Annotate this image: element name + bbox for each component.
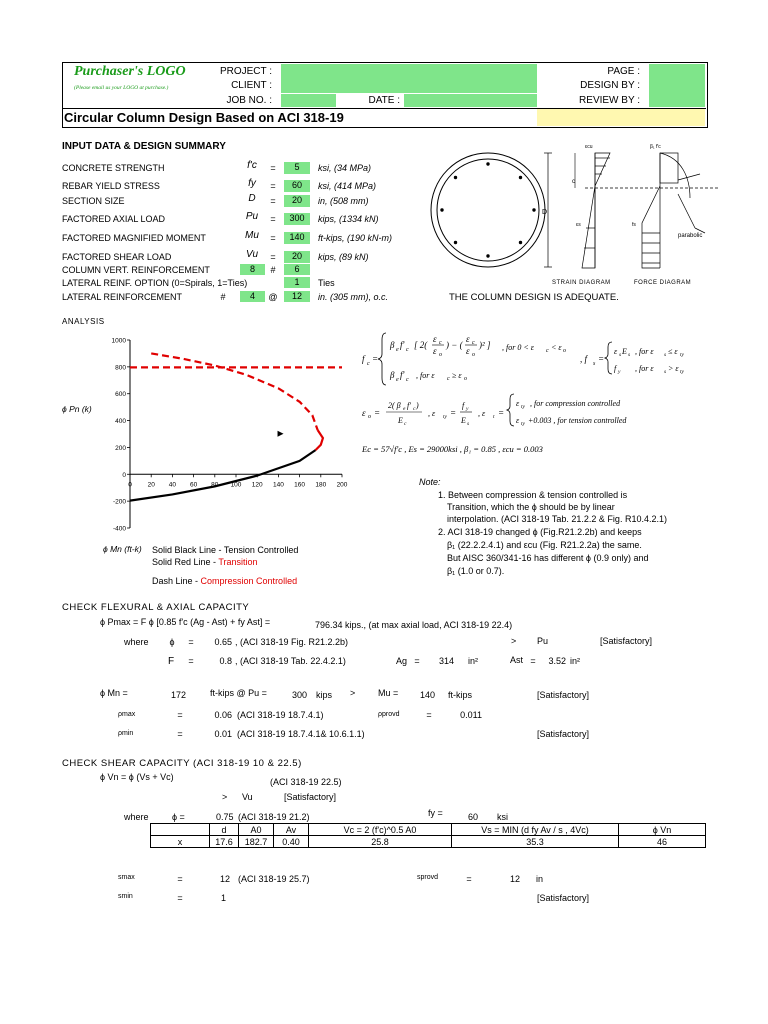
shear-col-av: Av xyxy=(274,824,309,836)
svg-text:β: β xyxy=(390,340,395,350)
x-tick-label: 60 xyxy=(189,481,198,489)
mn-label: ϕ Mn = xyxy=(100,688,128,698)
ag-sym: Ag xyxy=(396,656,408,666)
y-tick-label: 200 xyxy=(115,444,126,452)
shear-col-blank xyxy=(151,824,210,836)
svg-text:)² ]: )² ] xyxy=(479,340,491,350)
mu-label: Mu = xyxy=(378,688,399,698)
svg-text:s: s xyxy=(664,369,667,375)
svg-text:e: e xyxy=(396,347,399,353)
input-value[interactable]: 140 xyxy=(284,232,310,244)
svg-text:c: c xyxy=(439,340,442,346)
svg-text:): ) xyxy=(416,401,419,410)
ast-unit: in² xyxy=(570,656,581,666)
input-unit: kips, (89 kN) xyxy=(318,252,369,262)
chart-xlabel: ϕ Mn (ft-k) xyxy=(103,544,142,554)
svg-text:, for 0 < ε: , for 0 < ε xyxy=(502,343,534,352)
page-title: Circular Column Design Based on ACI 318-19 xyxy=(64,110,344,125)
input-symbol: fy xyxy=(248,178,256,189)
mn-pu-value: 300 xyxy=(291,690,307,700)
svg-text:o: o xyxy=(368,414,371,420)
input-unit: kips, (1334 kN) xyxy=(318,214,379,224)
svg-text:o: o xyxy=(472,352,475,358)
svg-text:ε: ε xyxy=(362,408,366,418)
input-unit: ksi, (34 MPa) xyxy=(318,163,372,173)
pmax-pu: Pu xyxy=(537,636,549,646)
svg-text:ε: ε xyxy=(466,334,470,344)
y-tick-label: -200 xyxy=(112,498,126,506)
legend-compression: Dash Line - Compression Controlled xyxy=(152,576,298,586)
legend-tension: Solid Black Line - Tension Controlled xyxy=(152,545,299,555)
vn-ref: (ACI 318-19 22.5) xyxy=(270,777,342,787)
input-symbol: f'c xyxy=(247,160,257,171)
svg-text:β: β xyxy=(390,370,395,380)
input-unit: ft-kips, (190 kN-m) xyxy=(318,233,393,243)
svg-text:+0.003 , for tension control: +0.003 , for tension controlled xyxy=(528,416,627,425)
x-tick-label: 100 xyxy=(230,481,242,489)
svg-text:ε: ε xyxy=(466,346,470,356)
client-label: CLIENT : xyxy=(231,80,272,91)
shear-col-a0: A0 xyxy=(239,824,274,836)
svg-text:, ε: , ε xyxy=(428,409,436,418)
y-tick-label: 0 xyxy=(122,471,126,479)
note-2c: But AISC 360/341-16 has different ϕ (0.9 only) and xyxy=(447,553,649,563)
project-label: PROJECT : xyxy=(219,66,272,77)
input-unit: in, (508 mm) xyxy=(318,196,369,206)
rmin-eq: = xyxy=(177,729,183,739)
svg-text:y: y xyxy=(618,369,621,375)
F-eq: = xyxy=(188,656,194,666)
shear-table-header xyxy=(151,824,706,836)
svg-text:c: c xyxy=(546,348,549,354)
ec-formula: Ec = 57√f'c , Es = 29000ksi , β₁ = 0.85 , εcu = 0.003 xyxy=(362,444,543,454)
rprov-label: ρprovd xyxy=(378,711,400,718)
input-label: SECTION SIZE xyxy=(62,196,125,206)
svg-text:< ε: < ε xyxy=(551,343,562,352)
lat-reinf-label: LATERAL REINFORCEMENT xyxy=(62,292,183,302)
input-label: FACTORED MAGNIFIED MOMENT xyxy=(62,233,206,243)
vn-gt: > xyxy=(222,792,228,802)
svg-text:E: E xyxy=(398,416,403,425)
input-eq: = xyxy=(270,252,276,262)
input-label: REBAR YIELD STRESS xyxy=(62,181,160,191)
vert-reinf-label: COLUMN VERT. REINFORCEMENT xyxy=(62,265,210,275)
svg-text:c: c xyxy=(472,340,475,346)
lat-hash: # xyxy=(220,292,226,302)
input-symbol: Mu xyxy=(245,230,259,241)
series-line-1 xyxy=(151,353,317,430)
fs-label: fs xyxy=(632,222,636,228)
column-section xyxy=(431,153,552,267)
sprov-value: 12 xyxy=(509,874,520,884)
shear-cell-vs: 35.3 xyxy=(452,836,619,848)
input-label: FACTORED AXIAL LOAD xyxy=(62,214,166,224)
x-tick-label: 40 xyxy=(168,481,177,489)
vn-vu: Vu xyxy=(242,792,253,802)
svg-text:s: s xyxy=(593,361,596,367)
svg-text:[ 2(: [ 2( xyxy=(414,340,428,350)
rprov-value: 0.011 xyxy=(460,710,482,720)
svg-text:e: e xyxy=(403,406,406,412)
F-ref: , (ACI 318-19 Tab. 22.4.2.1) xyxy=(235,656,346,666)
svg-text:f: f xyxy=(462,401,465,410)
note-2b: β₁ (22.2.2.4.1) and εcu (Fig. R21.2.2a) the same. xyxy=(447,540,642,550)
input-eq: = xyxy=(270,233,276,243)
shear-cell-vc: 25.8 xyxy=(309,836,452,848)
shear-cell-phivn: 46 xyxy=(619,836,706,848)
lat-reinf-spacing[interactable]: 12 xyxy=(284,291,310,302)
x-tick-label: 160 xyxy=(294,481,306,489)
svg-text:≤ ε: ≤ ε xyxy=(668,347,678,356)
input-symbol: D xyxy=(248,193,256,204)
smax-ref: (ACI 318-19 25.7) xyxy=(238,874,310,884)
ast-sym: Ast xyxy=(510,655,524,665)
svg-text:) − (: ) − ( xyxy=(446,340,463,350)
job-no-label: JOB NO. : xyxy=(226,95,272,106)
svg-text:=: = xyxy=(450,408,457,418)
title-yellow-cell xyxy=(537,109,705,126)
lat-option-label: LATERAL REINF. OPTION (0=Spirals, 1=Ties) xyxy=(62,278,248,288)
notes-title: Note: xyxy=(419,477,441,487)
svg-text:, f: , f xyxy=(580,354,588,364)
shear-heading: CHECK SHEAR CAPACITY (ACI 318-19 10 & 22.5) xyxy=(62,758,302,769)
svg-text:, for ε: , for ε xyxy=(416,371,435,380)
lat-at: @ xyxy=(268,292,278,302)
note-1b: Transition, which the ϕ should be by linear xyxy=(447,502,615,512)
ast-eq: = xyxy=(530,656,536,666)
rmax-ref: (ACI 318-19 18.7.4.1) xyxy=(237,710,324,720)
beta-label: β₁ f'c xyxy=(650,144,661,150)
svg-text:s: s xyxy=(628,352,631,358)
x-tick-label: 200 xyxy=(336,481,348,489)
F-sym: F xyxy=(167,656,175,667)
F-value: 0.8 xyxy=(219,656,232,666)
smax-value: 12 xyxy=(219,874,230,884)
rmax-value: 0.06 xyxy=(214,710,232,720)
load-point-marker xyxy=(278,431,284,437)
mn-status: [Satisfactory] xyxy=(537,690,590,700)
shear-phi: ϕ = xyxy=(172,812,185,822)
svg-text:ε: ε xyxy=(433,334,437,344)
vert-reinf-size[interactable]: 6 xyxy=(284,264,310,275)
smin-status: [Satisfactory] xyxy=(537,893,590,903)
svg-text:, ε: , ε xyxy=(478,409,486,418)
mn-at: ft-kips @ Pu = xyxy=(210,688,267,698)
mu-value: 140 xyxy=(419,690,435,700)
interaction-chart xyxy=(100,332,350,542)
mn-gt: > xyxy=(350,688,356,698)
svg-text:ε: ε xyxy=(516,399,520,408)
diameter-label: D xyxy=(542,209,548,216)
svg-text:2( β: 2( β xyxy=(388,401,401,410)
input-eq: = xyxy=(270,196,276,206)
x-tick-label: 180 xyxy=(315,481,327,489)
smin-value: 1 xyxy=(220,893,226,903)
svg-text:, for ε: , for ε xyxy=(635,364,654,373)
where-label: where xyxy=(124,637,149,647)
svg-text:=: = xyxy=(372,354,379,364)
strain-diagram-label: STRAIN DIAGRAM xyxy=(552,280,611,286)
lat-reinf-size[interactable]: 4 xyxy=(240,291,265,302)
pmax-status: [Satisfactory] xyxy=(600,636,653,646)
ag-value: 314 xyxy=(438,656,454,666)
flexural-heading: CHECK FLEXURAL & AXIAL CAPACITY xyxy=(62,602,250,613)
force-diagram-label: FORCE DIAGRAM xyxy=(634,280,692,286)
shear-fy: fy = xyxy=(428,808,443,818)
svg-text:> ε: > ε xyxy=(668,364,679,373)
phi-ref: , (ACI 318-19 Fig. R21.2.2b) xyxy=(235,637,349,647)
design-conclusion: THE COLUMN DESIGN IS ADEQUATE. xyxy=(449,292,619,303)
svg-text:f: f xyxy=(614,364,617,373)
svg-text:E: E xyxy=(622,347,627,356)
shear-col-vs: Vs = MIN (d fy Av / s , 4Vc) xyxy=(452,824,619,836)
shear-phi-ref: (ACI 318-19 21.2) xyxy=(238,812,310,822)
vert-hash: # xyxy=(270,265,276,275)
input-unit: ksi, (414 MPa) xyxy=(318,181,377,191)
svg-text:E: E xyxy=(461,416,466,425)
vn-status: [Satisfactory] xyxy=(284,792,337,802)
svg-text:o: o xyxy=(563,348,566,354)
rprov-eq: = xyxy=(426,710,432,720)
input-eq: = xyxy=(270,214,276,224)
chart-ylabel: ϕ Pn (k) xyxy=(62,404,92,414)
legend-transition: Solid Red Line - Transition xyxy=(152,557,258,567)
smin-label: smin xyxy=(118,893,133,900)
x-tick-label: 120 xyxy=(251,481,263,489)
input-value[interactable]: 300 xyxy=(284,213,310,225)
lat-option-unit: Ties xyxy=(318,278,335,288)
ecu-label: εcu xyxy=(585,144,593,150)
analysis-heading: ANALYSIS xyxy=(62,317,105,326)
smax-label: smax xyxy=(118,874,135,881)
phi-eq: = xyxy=(188,637,194,647)
svg-text:ε: ε xyxy=(516,416,520,425)
note-2a: 2. ACI 318-19 changed ϕ (Fig.R21.2.2b) and keeps xyxy=(438,527,642,537)
svg-text:c: c xyxy=(404,421,407,427)
note-1a: 1. Between compression & tension controlled is xyxy=(438,490,628,500)
shear-fy-value: 60 xyxy=(468,812,479,822)
force-diagram xyxy=(642,153,705,268)
c-label: c xyxy=(572,179,575,185)
rmin-value: 0.01 xyxy=(214,729,232,739)
input-value[interactable]: 20 xyxy=(284,195,310,207)
strain-diagram xyxy=(582,153,610,268)
x-tick-label: 0 xyxy=(128,481,132,489)
input-value[interactable]: 5 xyxy=(284,162,310,174)
series-line-2 xyxy=(316,430,323,450)
svg-text:f': f' xyxy=(400,340,405,350)
shear-col-d: d xyxy=(210,824,239,836)
input-value[interactable]: 20 xyxy=(284,251,310,263)
svg-text:o: o xyxy=(439,352,442,358)
sprov-unit: in xyxy=(536,874,544,884)
y-tick-label: 800 xyxy=(115,364,126,372)
input-symbol: Vu xyxy=(245,249,259,260)
mu-unit: ft-kips xyxy=(448,690,473,700)
input-symbol: Pu xyxy=(245,211,259,222)
rmax-label: ρmax xyxy=(118,711,136,718)
svg-text:c: c xyxy=(367,361,370,367)
svg-text:, for compression controlled: , for compression controlled xyxy=(530,399,621,408)
svg-text:f': f' xyxy=(407,401,411,410)
svg-text:s: s xyxy=(619,352,622,358)
shear-col-phivn: ϕ Vn xyxy=(619,824,706,836)
svg-text:ty: ty xyxy=(680,352,684,358)
smin-eq: = xyxy=(177,893,183,903)
svg-text:ty: ty xyxy=(680,369,684,375)
note-1c: interpolation. (ACI 318-19 Tab. 21.2.2 & Fig. R10.4.2.1) xyxy=(447,514,667,524)
parabolic-label: parabolic xyxy=(678,233,703,239)
rmin-ref: (ACI 318-19 18.7.4.1& 10.6.1.1) xyxy=(237,729,365,739)
rmin-status: [Satisfactory] xyxy=(537,729,590,739)
y-tick-label: 600 xyxy=(115,391,126,399)
svg-text:e: e xyxy=(396,377,399,383)
mn-kips: kips xyxy=(316,690,333,700)
input-eq: = xyxy=(270,163,276,173)
review-by-label: REVIEW BY : xyxy=(579,95,640,106)
note-2d: β₁ (1.0 or 0.7). xyxy=(447,566,505,576)
svg-text:c: c xyxy=(406,347,409,353)
y-tick-label: 1000 xyxy=(111,337,126,345)
date-label: DATE : xyxy=(368,95,400,106)
shear-cell-x: x xyxy=(151,836,210,848)
shear-fy-unit: ksi xyxy=(497,812,508,822)
page-field[interactable] xyxy=(649,64,705,107)
shear-table xyxy=(150,823,706,848)
svg-text:=: = xyxy=(598,354,605,364)
ag-eq: = xyxy=(414,656,420,666)
shear-where: where xyxy=(124,812,149,822)
svg-text:s: s xyxy=(467,421,470,427)
date-field[interactable] xyxy=(404,94,537,107)
y-tick-label: 400 xyxy=(115,418,126,426)
input-eq: = xyxy=(270,181,276,191)
series-line-3 xyxy=(130,450,316,500)
svg-text:y: y xyxy=(466,406,469,412)
rmin-label: ρmin xyxy=(118,730,134,737)
ast-value: 3.52 xyxy=(548,656,566,666)
shear-cell-av: 0.40 xyxy=(274,836,309,848)
svg-text:c: c xyxy=(447,376,450,382)
mn-value: 172 xyxy=(170,690,186,700)
shear-cell-d: 17.6 xyxy=(210,836,239,848)
svg-text:ty: ty xyxy=(443,414,447,420)
x-tick-label: 80 xyxy=(211,481,219,489)
svg-text:s: s xyxy=(664,352,667,358)
vert-reinf-count[interactable]: 8 xyxy=(240,264,265,275)
phi-value: 0.65 xyxy=(214,637,232,647)
input-value[interactable]: 60 xyxy=(284,180,310,192)
x-tick-label: 140 xyxy=(272,481,284,489)
input-heading: INPUT DATA & DESIGN SUMMARY xyxy=(62,141,226,152)
lat-option-value[interactable]: 1 xyxy=(284,277,310,288)
project-field[interactable] xyxy=(281,64,537,93)
table-row xyxy=(151,836,706,848)
section-and-strain-diagram xyxy=(420,138,740,288)
svg-text:≥ ε: ≥ ε xyxy=(452,371,462,380)
sprov-label: sprovd xyxy=(417,874,439,881)
shear-cell-a0: 182.7 xyxy=(239,836,274,848)
svg-text:t: t xyxy=(493,414,495,420)
y-tick-label: -400 xyxy=(112,525,126,533)
logo-note: (Please email us your LOGO at purchase.) xyxy=(74,85,169,91)
svg-text:c: c xyxy=(406,377,409,383)
pmax-equation: ϕ Pmax = F ϕ [0.85 f'c (Ag - Ast) + fy Ast] = xyxy=(100,617,271,627)
svg-text:=: = xyxy=(498,408,505,418)
lat-reinf-unit: in. (305 mm), o.c. xyxy=(318,292,389,302)
es-label: εs xyxy=(576,222,581,228)
shear-phi-value: 0.75 xyxy=(216,812,234,822)
rmax-eq: = xyxy=(177,710,183,720)
svg-text:f: f xyxy=(362,354,365,364)
design-by-label: DESIGN BY : xyxy=(580,80,640,91)
input-label: FACTORED SHEAR LOAD xyxy=(62,252,172,262)
svg-text:ε: ε xyxy=(614,347,618,356)
pmax-gt: > xyxy=(511,636,517,646)
shear-col-vc: Vc = 2 (f'c)^0.5 A0 xyxy=(309,824,452,836)
svg-text:f': f' xyxy=(400,370,405,380)
smax-eq: = xyxy=(177,874,183,884)
purchaser-logo: Purchaser's LOGO xyxy=(74,64,186,79)
sprov-eq: = xyxy=(466,874,472,884)
svg-text:ty: ty xyxy=(521,421,525,427)
svg-text:, for ε: , for ε xyxy=(635,347,654,356)
page-label: PAGE : xyxy=(607,66,640,77)
pmax-value: 796.34 kips., (at max axial load, ACI 318-19 22.4) xyxy=(315,620,513,630)
svg-text:c: c xyxy=(413,406,416,412)
input-label: CONCRETE STRENGTH xyxy=(62,163,165,173)
svg-text:=: = xyxy=(374,408,381,418)
ag-unit: in² xyxy=(468,656,479,666)
phi-sym: ϕ xyxy=(169,637,175,647)
x-tick-label: 20 xyxy=(147,481,155,489)
svg-text:ty: ty xyxy=(521,404,525,410)
svg-text:o: o xyxy=(464,376,467,382)
svg-text:ε: ε xyxy=(433,346,437,356)
job-no-field[interactable] xyxy=(281,94,336,107)
stress-strain-formulas xyxy=(358,328,768,468)
vn-equation: ϕ Vn = ϕ (Vs + Vc) xyxy=(100,772,174,782)
